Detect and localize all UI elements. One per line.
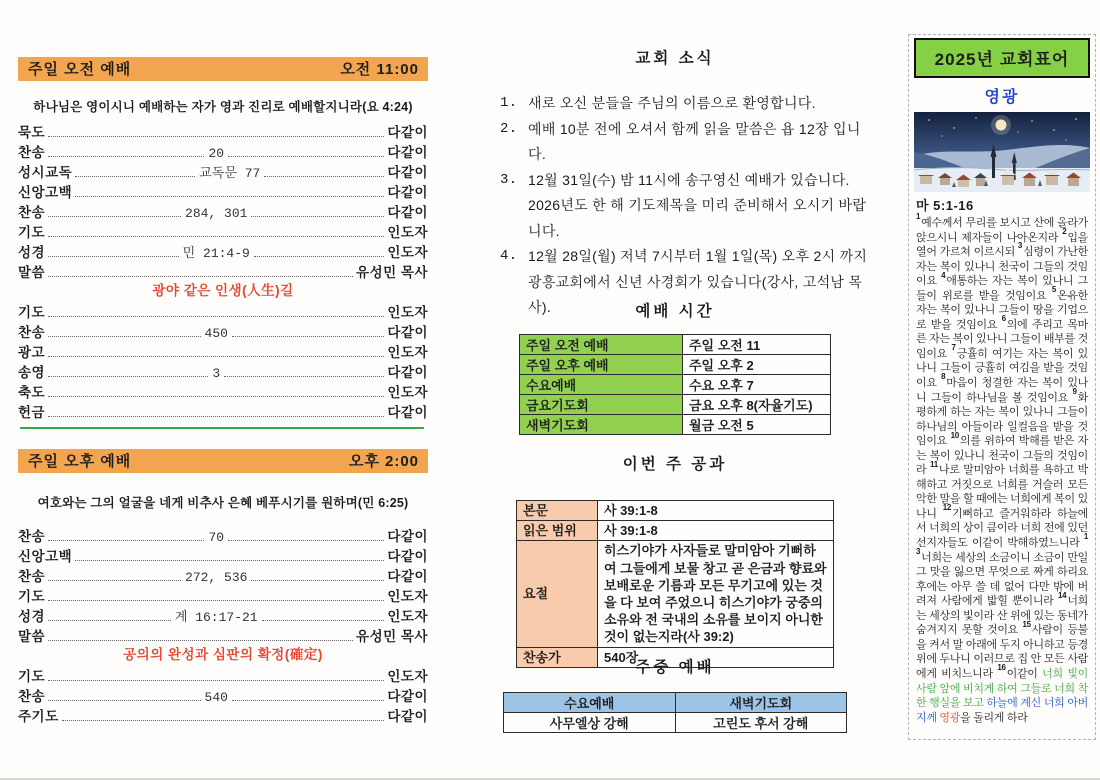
order-item-assignee: 다같이	[387, 365, 428, 380]
midweek-worship-section	[470, 655, 880, 733]
order-item-label: 말씀	[18, 265, 46, 280]
table-row	[520, 355, 831, 375]
order-item-assignee: 다같이	[387, 549, 428, 564]
order-item-label: 성경	[18, 245, 46, 260]
dotted-leader	[48, 276, 353, 277]
dotted-leader	[48, 580, 181, 581]
order-item-label: 주기도	[18, 709, 59, 724]
verse-number: 13	[916, 532, 1088, 556]
scripture-text: 하늘에 계신 너희 아버지께	[916, 697, 1088, 724]
order-of-worship-row	[18, 181, 428, 201]
table-row	[517, 521, 834, 541]
table-key-cell: 요절	[517, 541, 598, 647]
sermon-title: 광야 같은 인생(人生)길	[152, 283, 294, 298]
order-item-label: 신앙고백	[18, 549, 73, 564]
order-item-label: 기도	[18, 669, 46, 684]
order-item-value: 20	[208, 146, 225, 161]
table-row	[520, 335, 831, 355]
sunday-afternoon-service-section	[18, 449, 428, 725]
order-item-assignee: 다같이	[387, 205, 429, 220]
order-item-label: 찬송	[18, 325, 46, 340]
dotted-leader	[75, 560, 384, 561]
order-item-label: 찬송	[18, 529, 46, 544]
scripture-reference: 마 5:1-16	[916, 198, 974, 213]
order-of-worship-row	[18, 221, 428, 241]
scripture-text: 사람이 등불을 켜서 말 아래에 두지 아니하고 등경 위에 두나니 이러므로 집 안 모든 사람에게 비치느니라	[916, 624, 1089, 680]
motto-word: 영광	[984, 89, 1020, 106]
order-of-worship-row	[18, 625, 428, 645]
scripture-text: 영광	[939, 711, 961, 724]
dotted-leader	[48, 396, 384, 397]
dotted-leader	[48, 256, 179, 257]
order-of-worship-list	[18, 525, 428, 645]
sunday-morning-service-section	[18, 57, 428, 421]
scripture-text: 예수께서 무리를 보시고 산에 올라가 앉으시니 제자들이 나아온지라	[916, 217, 1088, 244]
scripture-text: 기뻐하고 즐거워하라 하늘에서 너희의 상이 큼이라 너희 전에 있던 선지자들도 이같이 박해하였느니라	[916, 507, 1088, 550]
dotted-leader	[224, 376, 384, 377]
dotted-leader	[48, 356, 384, 357]
order-of-worship-row	[18, 585, 428, 605]
dotted-leader	[251, 216, 384, 217]
dotted-leader	[232, 336, 384, 337]
dotted-leader	[262, 620, 385, 621]
order-of-worship-row	[18, 141, 428, 161]
winter-village-night-illustration	[914, 112, 1090, 192]
scripture-text: 을 돌리게 하라	[960, 711, 1028, 724]
section-title: 교회 소식	[635, 50, 715, 67]
table-header-row-cell: 새벽기도회	[675, 693, 847, 713]
table-header-row-cell: 수요예배	[504, 693, 676, 713]
order-of-worship-row	[18, 161, 428, 181]
order-of-worship-row	[18, 261, 428, 281]
section-title: 주중 예배	[635, 659, 715, 676]
dotted-leader	[232, 700, 384, 701]
scripture-text: 마음이 청결한 자는 복이 있나니 그들이 하나님을 볼 것임이요	[916, 377, 1088, 404]
order-item-label: 기도	[18, 589, 46, 604]
table-row	[520, 375, 831, 395]
verse-number: 8	[941, 372, 946, 382]
table-key-cell: 수요예배	[520, 375, 683, 395]
news-item-number: 1.	[500, 95, 518, 111]
table-row	[520, 395, 831, 415]
order-item-assignee: 유성민 목사	[356, 265, 428, 280]
dotted-leader	[48, 316, 384, 317]
order-item-assignee: 다같이	[387, 569, 429, 584]
dotted-leader	[75, 196, 384, 197]
worship-times-table	[519, 334, 831, 435]
verse-number: 6	[1001, 314, 1006, 324]
order-item-label: 축도	[18, 385, 46, 400]
scripture-text: 심령이 가난한 자는 복이 있나니 천국이 그들의 것임이요	[916, 246, 1089, 288]
verse-number: 14	[1058, 590, 1067, 600]
order-item-assignee: 인도자	[387, 245, 429, 260]
order-item-value: 284, 301	[185, 206, 248, 221]
table-row	[517, 541, 834, 647]
scripture-text: 의를 위하여 박해를 받은 자는 복이 있나니 천국이 그들의 것임이라	[916, 435, 1088, 477]
scripture-text: 나로 말미암아 너희를 욕하고 박해하고 거짓으로 너희를 거슬러 모든 악한 말을 할 때에는 너희에게 복이 있나니	[916, 464, 1088, 520]
order-item-assignee: 다같이	[387, 709, 428, 724]
order-item-assignee: 다같이	[387, 185, 428, 200]
church-motto-panel	[908, 34, 1096, 740]
service-time: 오전 11:00	[340, 61, 419, 78]
order-of-worship-row	[18, 605, 428, 625]
dotted-leader	[48, 640, 353, 641]
table-row	[520, 415, 831, 435]
table-value-cell: 540장	[598, 647, 834, 667]
order-item-label: 헌금	[18, 405, 46, 420]
service-verse: 하나님은 영이시니 예배하는 자가 영과 진리로 예배할지니라(요 4:24)	[33, 100, 413, 114]
order-item-label: 말씀	[18, 629, 46, 644]
order-item-value: 교독문 77	[199, 166, 261, 181]
verse-number: 2	[1062, 226, 1067, 236]
table-value-cell: 금요 오후 8(자율기도)	[683, 395, 831, 415]
dotted-leader	[228, 156, 384, 157]
service-title: 주일 오전 예배	[28, 61, 132, 78]
order-item-assignee: 다같이	[387, 325, 428, 340]
verse-number: 4	[941, 270, 946, 280]
table-key-cell: 금요기도회	[520, 395, 683, 415]
table-value-row-cell: 사무엘상 강해	[504, 713, 676, 733]
scripture-text: 너희는 세상의 소금이니 소금이 만일 그 맛을 잃으면 무엇으로 짜게 하리요 후에는 아무 쓸 데 없어 다만 밖에 버려져 사람에게 밟힐 뿐이니라	[916, 551, 1088, 608]
scripture-text: 너희는 세상의 빛이라 산 위에 있는 동네가 숨겨지지 못할 것이요	[916, 595, 1088, 637]
order-of-worship-row	[18, 321, 428, 341]
order-item-label: 성시교독	[18, 165, 73, 180]
order-item-assignee: 인도자	[387, 669, 428, 684]
order-item-assignee: 인도자	[387, 305, 428, 320]
verse-number: 11	[930, 459, 938, 469]
order-item-assignee: 인도자	[387, 345, 428, 360]
news-item-text: 12월 28일(월) 저녁 7시부터 1월 1일(목) 오후 2시 까지 광흥교회에서 신년 사경회가 있습니다(강사, 고석남 목사).	[528, 248, 868, 315]
order-of-worship-row	[18, 565, 428, 585]
order-of-worship-row	[18, 201, 428, 221]
dotted-leader	[48, 600, 384, 601]
scripture-passage	[916, 212, 1089, 725]
section-title: 예배 시간	[635, 303, 715, 320]
section-divider-line	[20, 427, 424, 429]
news-item	[500, 117, 874, 168]
service-header-bar	[18, 449, 428, 473]
news-item-number: 4.	[500, 248, 518, 264]
order-item-assignee: 유성민 목사	[356, 629, 428, 644]
scripture-text: 긍휼히 여기는 자는 복이 있나니 그들이 긍휼히 여김을 받을 것임이요	[916, 347, 1088, 390]
table-value-row-cell: 고린도 후서 강해	[675, 713, 847, 733]
order-item-assignee: 인도자	[387, 385, 428, 400]
scripture-text: 온유한 자는 복이 있나니 그들이 땅을 기업으로 받을 것임이요	[916, 289, 1088, 331]
order-of-worship-row	[18, 525, 428, 545]
weekly-lesson-section	[470, 452, 880, 668]
table-value-cell: 사 39:1-8	[598, 521, 834, 541]
order-item-label: 찬송	[18, 145, 46, 160]
order-item-label: 묵도	[18, 125, 46, 140]
service-time: 오후 2:00	[348, 453, 419, 470]
order-item-label: 신앙고백	[18, 185, 73, 200]
dotted-leader	[62, 720, 385, 721]
dotted-leader	[48, 216, 181, 217]
table-key-cell: 주일 오전 예배	[520, 335, 683, 355]
order-of-worship-list	[18, 121, 428, 281]
dotted-leader	[75, 176, 195, 177]
order-item-assignee: 인도자	[387, 225, 428, 240]
table-value-cell: 수요 오후 7	[683, 375, 831, 395]
order-item-assignee: 다같이	[387, 689, 428, 704]
scripture-text: 의에 주리고 목마른 자는 복이 있나니 그들이 배부를 것임이요	[916, 318, 1088, 360]
table-value-cell: 주일 오후 2	[683, 355, 831, 375]
order-item-label: 찬송	[18, 205, 46, 220]
table-key-cell: 새벽기도회	[520, 415, 683, 435]
order-item-label: 송영	[18, 365, 46, 380]
weekly-lesson-table	[516, 500, 834, 668]
dotted-leader	[251, 580, 384, 581]
dotted-leader	[48, 376, 208, 377]
order-of-worship-row	[18, 241, 428, 261]
order-of-worship-row	[18, 545, 428, 565]
table-key-cell: 읽은 범위	[517, 521, 598, 541]
verse-number: 9	[1072, 386, 1077, 396]
midweek-worship-table	[503, 692, 847, 733]
order-item-assignee: 다같이	[387, 529, 429, 544]
dotted-leader	[254, 256, 385, 257]
news-item	[500, 91, 874, 117]
news-item-number: 3.	[500, 171, 518, 188]
order-of-worship-row	[18, 341, 428, 361]
table-value-cell: 월금 오전 5	[683, 415, 831, 435]
table-key-cell: 주일 오후 예배	[520, 355, 683, 375]
order-item-label: 찬송	[18, 689, 46, 704]
motto-year-title: 2025년 교회표어	[914, 38, 1090, 78]
verse-number: 5	[1051, 285, 1057, 295]
order-item-label: 기도	[18, 305, 46, 320]
scripture-text: 입을 열어 가르쳐 이르시되	[916, 231, 1088, 259]
service-verse: 여호와는 그의 얼굴을 네게 비추사 은혜 베푸시기를 원하며(민 6:25)	[37, 496, 409, 510]
order-of-worship-row	[18, 121, 428, 141]
order-item-label: 찬송	[18, 569, 46, 584]
order-of-worship-row	[18, 685, 428, 705]
service-header-bar	[18, 57, 428, 81]
order-of-worship-row	[18, 401, 428, 421]
dotted-leader	[48, 416, 384, 417]
order-item-label: 성경	[18, 609, 46, 624]
verse-number: 1	[916, 212, 921, 222]
scripture-text: 이같이	[1006, 667, 1043, 680]
order-of-worship-row	[18, 665, 428, 685]
church-news-section	[470, 46, 880, 321]
order-of-worship-list	[18, 301, 428, 421]
table-key-cell: 본문	[517, 501, 598, 521]
dotted-leader	[48, 620, 171, 621]
news-item-text: 예배 10분 전에 오셔서 함께 읽을 말씀은 욥 12장 입니다.	[528, 120, 861, 162]
table-value-cell: 사 39:1-8	[598, 501, 834, 521]
news-item-text: 새로 오신 분들을 주님의 이름으로 환영합니다.	[528, 95, 816, 111]
sermon-title: 공의의 완성과 심판의 확정(確定)	[123, 647, 323, 662]
verse-number: 3	[1017, 241, 1023, 251]
order-item-assignee: 다같이	[387, 165, 428, 180]
order-of-worship-row	[18, 361, 428, 381]
table-key-cell: 찬송가	[517, 647, 598, 667]
dotted-leader	[48, 136, 384, 137]
dotted-leader	[264, 176, 384, 177]
order-item-assignee: 다같이	[387, 405, 428, 420]
dotted-leader	[48, 680, 384, 681]
table-header-row	[504, 693, 847, 713]
order-item-label: 광고	[18, 345, 46, 360]
order-item-assignee: 인도자	[387, 609, 428, 624]
order-item-label: 기도	[18, 225, 46, 240]
order-item-assignee: 인도자	[387, 589, 428, 604]
dotted-leader	[48, 156, 204, 157]
verse-number: 10	[950, 430, 959, 440]
dotted-leader	[48, 700, 200, 701]
order-of-worship-row	[18, 705, 428, 725]
news-item-number: 2.	[500, 120, 518, 137]
order-item-value: 450	[204, 326, 228, 341]
news-item	[500, 168, 874, 245]
order-of-worship-list	[18, 665, 428, 725]
scripture-text: 애통하는 자는 복이 있나니 그들이 위로를 받을 것임이요	[916, 275, 1088, 302]
order-item-value: 540	[204, 690, 228, 705]
order-item-value: 70	[208, 530, 225, 545]
worship-times-section	[470, 299, 880, 435]
table-row	[517, 501, 834, 521]
order-of-worship-row	[18, 301, 428, 321]
scripture-text: 너희 빛이 사람 앞에 비치게 하여 그들로 너희 착한 행실을 보고	[916, 667, 1089, 710]
news-list	[470, 91, 880, 321]
order-item-value: 계 16:17-21	[174, 610, 258, 625]
scripture-text: 화평하게 하는 자는 복이 있나니 그들이 하나님의 아들이라 일컬음을 받을 것임이요	[916, 391, 1088, 448]
verse-number: 15	[1022, 619, 1031, 629]
order-of-worship-row	[18, 381, 428, 401]
order-item-assignee: 다같이	[387, 145, 429, 160]
dotted-leader	[228, 540, 384, 541]
order-item-value: 민 21:4-9	[182, 246, 250, 261]
dotted-leader	[48, 540, 204, 541]
order-item-value: 272, 536	[185, 570, 248, 585]
verse-number: 16	[997, 663, 1006, 673]
verse-number: 7	[951, 343, 956, 353]
dotted-leader	[48, 236, 384, 237]
table-value-cell: 주일 오전 11	[683, 335, 831, 355]
order-item-assignee: 다같이	[387, 125, 428, 140]
table-value-row	[504, 713, 847, 733]
dotted-leader	[48, 336, 200, 337]
section-title: 이번 주 공과	[622, 456, 728, 473]
order-item-value: 3	[212, 366, 221, 381]
news-item-text: 12월 31일(수) 밤 11시에 송구영신 예배가 있습니다. 2026년도 한 해 기도제목을 미리 준비해서 오시기 바랍니다.	[528, 171, 867, 239]
table-value-cell: 히스기야가 사자들로 말미암아 기뻐하여 그들에게 보물 창고 곧 은금과 향료와 보배로운 기름과 모든 무기고에 있는 것을 다 보여 주었으니 히스기야가 궁중의 소유와 전 국내의 소유를 보이지 아니한 것이 없는지라(사 39:2)	[598, 541, 834, 647]
verse-number: 12	[942, 503, 951, 513]
service-title: 주일 오후 예배	[28, 453, 132, 470]
